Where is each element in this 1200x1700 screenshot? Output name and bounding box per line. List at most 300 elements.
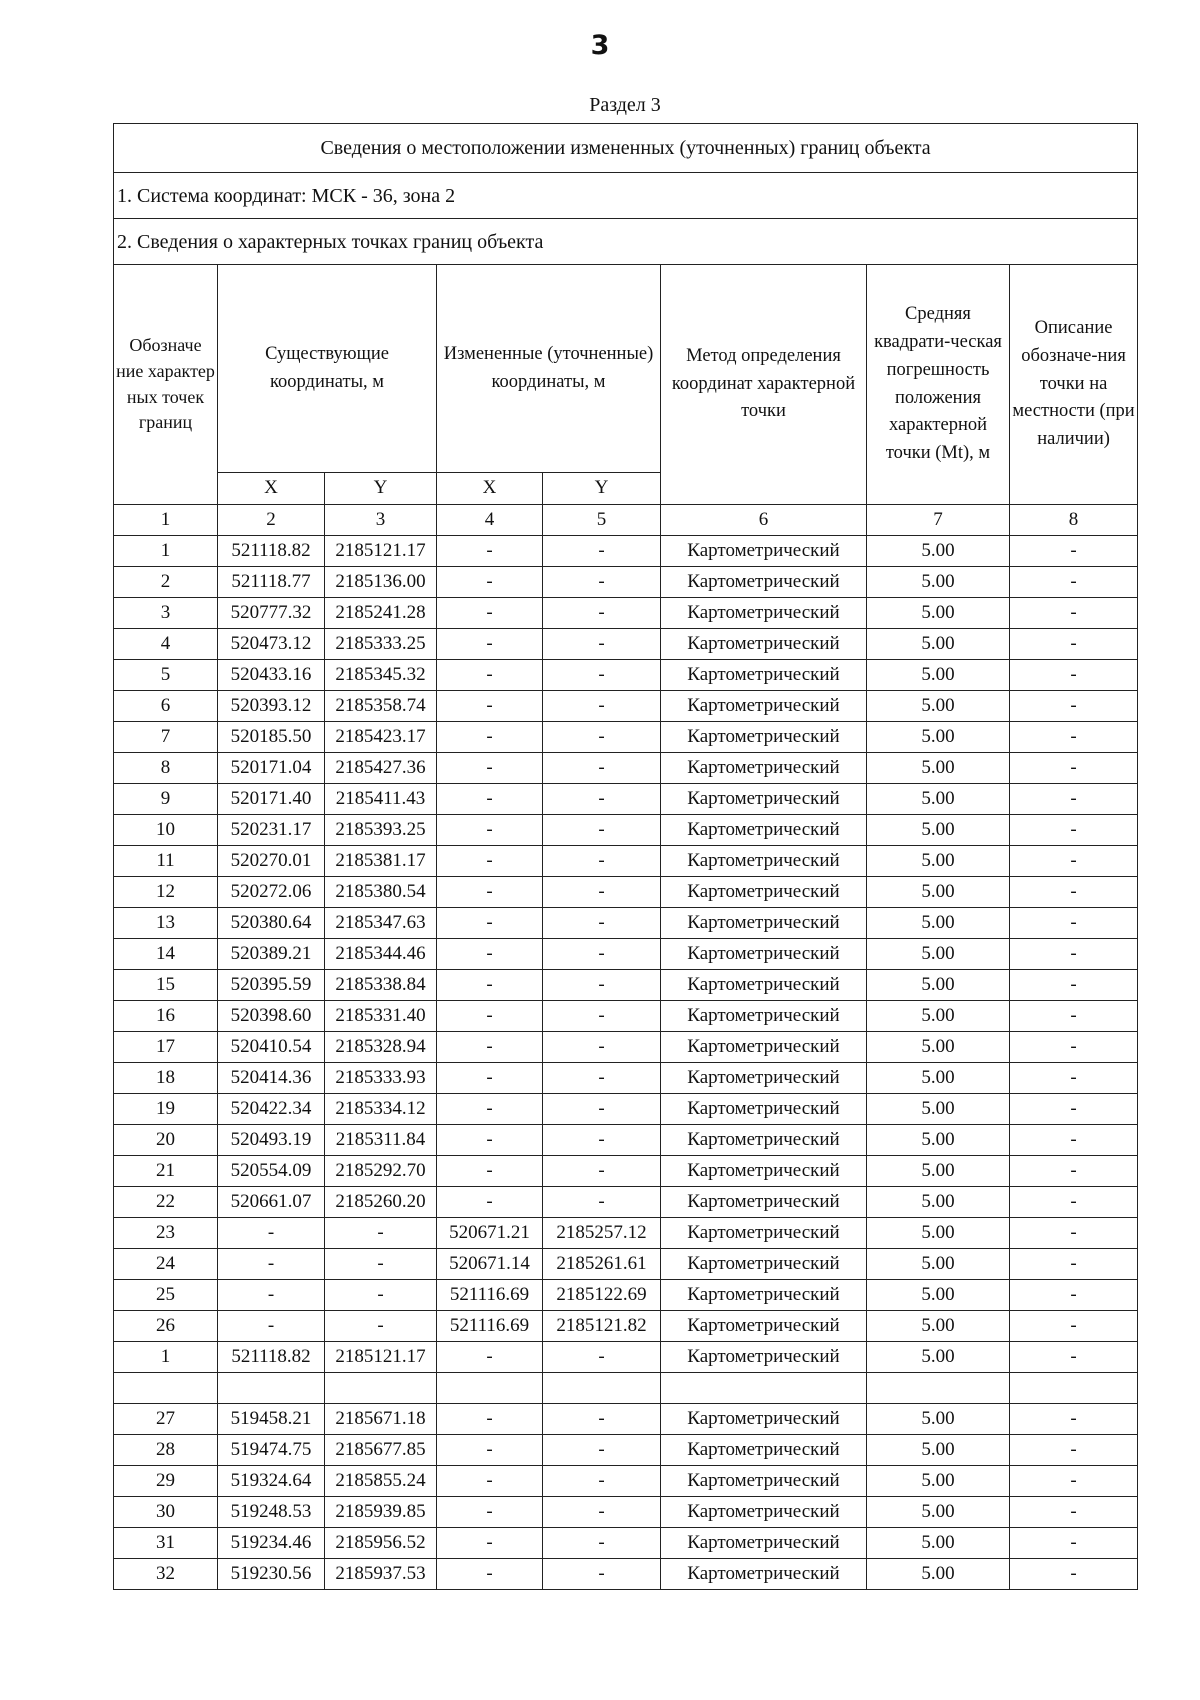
- changed-x-cell: -: [437, 1528, 543, 1559]
- error-cell: [867, 1373, 1010, 1404]
- description-cell: -: [1010, 1342, 1138, 1373]
- existing-y-cell: 2185380.54: [325, 877, 437, 908]
- method-cell: Картометрический: [661, 1249, 867, 1280]
- method-cell: Картометрический: [661, 722, 867, 753]
- existing-x-cell: 519230.56: [218, 1559, 325, 1590]
- table-row: [114, 1342, 1138, 1373]
- existing-y-cell: 2185331.40: [325, 1001, 437, 1032]
- error-cell: 5.00: [867, 1435, 1010, 1466]
- existing-y-cell: -: [325, 1249, 437, 1280]
- point-id-cell: 14: [114, 939, 218, 970]
- existing-x-cell: 520493.19: [218, 1125, 325, 1156]
- existing-x-cell: 520433.16: [218, 660, 325, 691]
- column-number: 6: [661, 505, 867, 536]
- existing-y-cell: 2185411.43: [325, 784, 437, 815]
- existing-y-cell: 2185311.84: [325, 1125, 437, 1156]
- error-cell: 5.00: [867, 1218, 1010, 1249]
- error-cell: 5.00: [867, 1528, 1010, 1559]
- method-cell: Картометрический: [661, 1528, 867, 1559]
- changed-y-cell: -: [543, 1342, 661, 1373]
- description-cell: -: [1010, 1559, 1138, 1590]
- error-cell: 5.00: [867, 1249, 1010, 1280]
- existing-x-cell: 520410.54: [218, 1032, 325, 1063]
- table-row: [114, 1466, 1138, 1497]
- method-cell: Картометрический: [661, 1094, 867, 1125]
- existing-x-cell: -: [218, 1311, 325, 1342]
- changed-x-cell: -: [437, 784, 543, 815]
- existing-y-cell: 2185671.18: [325, 1404, 437, 1435]
- table-row: [114, 536, 1138, 567]
- method-cell: Картометрический: [661, 939, 867, 970]
- method-cell: Картометрический: [661, 1311, 867, 1342]
- method-cell: Картометрический: [661, 877, 867, 908]
- existing-x-cell: 520380.64: [218, 908, 325, 939]
- changed-x-cell: -: [437, 1435, 543, 1466]
- changed-y-cell: -: [543, 691, 661, 722]
- table-row: [114, 1249, 1138, 1280]
- error-cell: 5.00: [867, 660, 1010, 691]
- changed-y-cell: -: [543, 877, 661, 908]
- column-number: 2: [218, 505, 325, 536]
- existing-y-cell: 2185292.70: [325, 1156, 437, 1187]
- point-id-cell: 4: [114, 629, 218, 660]
- description-cell: -: [1010, 753, 1138, 784]
- header-changed-coordinates: Измененные (уточненные) координаты, м: [437, 265, 661, 473]
- description-cell: -: [1010, 1156, 1138, 1187]
- error-cell: 5.00: [867, 1094, 1010, 1125]
- header-mean-square-error: Средняя квадрати-ческая погрешность положения характерной точки (Mt), м: [867, 265, 1010, 505]
- table-row: [114, 1125, 1138, 1156]
- existing-x-cell: 519474.75: [218, 1435, 325, 1466]
- point-id-cell: 16: [114, 1001, 218, 1032]
- method-cell: Картометрический: [661, 908, 867, 939]
- existing-x-cell: 520473.12: [218, 629, 325, 660]
- method-cell: Картометрический: [661, 1218, 867, 1249]
- point-id-cell: 15: [114, 970, 218, 1001]
- changed-x-cell: -: [437, 1342, 543, 1373]
- point-id-cell: 18: [114, 1063, 218, 1094]
- point-id-cell: 9: [114, 784, 218, 815]
- error-cell: 5.00: [867, 722, 1010, 753]
- existing-y-cell: 2185381.17: [325, 846, 437, 877]
- changed-y-cell: 2185261.61: [543, 1249, 661, 1280]
- point-id-cell: 5: [114, 660, 218, 691]
- existing-y-cell: 2185136.00: [325, 567, 437, 598]
- method-cell: Картометрический: [661, 1404, 867, 1435]
- point-id-cell: 1: [114, 1342, 218, 1373]
- table-row: [114, 629, 1138, 660]
- existing-y-cell: 2185855.24: [325, 1466, 437, 1497]
- changed-y-cell: -: [543, 1063, 661, 1094]
- description-cell: -: [1010, 1280, 1138, 1311]
- changed-x-cell: -: [437, 536, 543, 567]
- changed-x-cell: -: [437, 939, 543, 970]
- method-cell: Картометрический: [661, 660, 867, 691]
- table-title: Сведения о местоположении измененных (уточненных) границ объекта: [114, 124, 1138, 173]
- point-id-cell: 12: [114, 877, 218, 908]
- table-row: [114, 877, 1138, 908]
- header-changed-x: X: [437, 473, 543, 505]
- description-cell: -: [1010, 1249, 1138, 1280]
- existing-y-cell: 2185334.12: [325, 1094, 437, 1125]
- table-row: [114, 815, 1138, 846]
- description-cell: -: [1010, 629, 1138, 660]
- method-cell: Картометрический: [661, 1001, 867, 1032]
- existing-x-cell: 520231.17: [218, 815, 325, 846]
- changed-y-cell: 2185122.69: [543, 1280, 661, 1311]
- existing-x-cell: 520171.40: [218, 784, 325, 815]
- table-row: [114, 1156, 1138, 1187]
- changed-x-cell: 521116.69: [437, 1311, 543, 1342]
- existing-y-cell: 2185121.17: [325, 1342, 437, 1373]
- existing-y-cell: 2185358.74: [325, 691, 437, 722]
- existing-x-cell: -: [218, 1249, 325, 1280]
- point-id-cell: 31: [114, 1528, 218, 1559]
- table-row: [114, 939, 1138, 970]
- table-row: [114, 1311, 1138, 1342]
- point-id-cell: 28: [114, 1435, 218, 1466]
- method-cell: Картометрический: [661, 846, 867, 877]
- point-id-cell: 21: [114, 1156, 218, 1187]
- existing-y-cell: 2185937.53: [325, 1559, 437, 1590]
- changed-x-cell: -: [437, 1001, 543, 1032]
- error-cell: 5.00: [867, 1404, 1010, 1435]
- existing-y-cell: 2185677.85: [325, 1435, 437, 1466]
- table-row: [114, 1404, 1138, 1435]
- points-heading: 2. Сведения о характерных точках границ объекта: [114, 219, 1138, 265]
- changed-x-cell: -: [437, 753, 543, 784]
- changed-x-cell: 520671.21: [437, 1218, 543, 1249]
- changed-y-cell: -: [543, 1497, 661, 1528]
- point-id-cell: 3: [114, 598, 218, 629]
- existing-y-cell: 2185427.36: [325, 753, 437, 784]
- changed-y-cell: -: [543, 753, 661, 784]
- point-id-cell: 29: [114, 1466, 218, 1497]
- point-id-cell: 1: [114, 536, 218, 567]
- changed-x-cell: -: [437, 846, 543, 877]
- table-row: [114, 1435, 1138, 1466]
- error-cell: 5.00: [867, 691, 1010, 722]
- changed-x-cell: -: [437, 691, 543, 722]
- point-id-cell: 20: [114, 1125, 218, 1156]
- existing-x-cell: 520393.12: [218, 691, 325, 722]
- method-cell: Картометрический: [661, 1435, 867, 1466]
- changed-y-cell: -: [543, 1032, 661, 1063]
- changed-x-cell: 521116.69: [437, 1280, 543, 1311]
- existing-y-cell: 2185333.93: [325, 1063, 437, 1094]
- changed-x-cell: -: [437, 1125, 543, 1156]
- table-row: [114, 784, 1138, 815]
- error-cell: 5.00: [867, 1280, 1010, 1311]
- changed-x-cell: -: [437, 1187, 543, 1218]
- existing-x-cell: 520398.60: [218, 1001, 325, 1032]
- existing-y-cell: [325, 1373, 437, 1404]
- description-cell: -: [1010, 691, 1138, 722]
- method-cell: Картометрический: [661, 1125, 867, 1156]
- changed-y-cell: -: [543, 1466, 661, 1497]
- point-id-cell: 17: [114, 1032, 218, 1063]
- description-cell: -: [1010, 722, 1138, 753]
- point-id-cell: [114, 1373, 218, 1404]
- error-cell: 5.00: [867, 1559, 1010, 1590]
- table-row: [114, 753, 1138, 784]
- existing-x-cell: 521118.82: [218, 1342, 325, 1373]
- existing-y-cell: 2185956.52: [325, 1528, 437, 1559]
- changed-x-cell: 520671.14: [437, 1249, 543, 1280]
- description-cell: -: [1010, 536, 1138, 567]
- header-designation: Обозначе ние характер ных точек границ: [114, 265, 218, 505]
- point-id-cell: 7: [114, 722, 218, 753]
- error-cell: 5.00: [867, 846, 1010, 877]
- existing-y-cell: 2185347.63: [325, 908, 437, 939]
- existing-y-cell: -: [325, 1311, 437, 1342]
- changed-x-cell: -: [437, 1063, 543, 1094]
- table-row: [114, 567, 1138, 598]
- description-cell: -: [1010, 877, 1138, 908]
- existing-x-cell: 519458.21: [218, 1404, 325, 1435]
- error-cell: 5.00: [867, 1032, 1010, 1063]
- existing-x-cell: -: [218, 1280, 325, 1311]
- existing-x-cell: 520270.01: [218, 846, 325, 877]
- changed-y-cell: -: [543, 908, 661, 939]
- changed-y-cell: -: [543, 567, 661, 598]
- table-row: [114, 660, 1138, 691]
- method-cell: Картометрический: [661, 598, 867, 629]
- table-row-blank: [114, 1373, 1138, 1404]
- point-id-cell: 8: [114, 753, 218, 784]
- changed-y-cell: 2185257.12: [543, 1218, 661, 1249]
- column-number: 7: [867, 505, 1010, 536]
- changed-x-cell: -: [437, 567, 543, 598]
- existing-y-cell: 2185338.84: [325, 970, 437, 1001]
- point-id-cell: 25: [114, 1280, 218, 1311]
- table-row: [114, 1528, 1138, 1559]
- header-existing-y: Y: [325, 473, 437, 505]
- description-cell: -: [1010, 1125, 1138, 1156]
- method-cell: Картометрический: [661, 1497, 867, 1528]
- point-id-cell: 11: [114, 846, 218, 877]
- method-cell: Картометрический: [661, 970, 867, 1001]
- description-cell: -: [1010, 1466, 1138, 1497]
- existing-y-cell: 2185344.46: [325, 939, 437, 970]
- method-cell: Картометрический: [661, 691, 867, 722]
- header-changed-y: Y: [543, 473, 661, 505]
- column-number: 8: [1010, 505, 1138, 536]
- method-cell: Картометрический: [661, 1559, 867, 1590]
- point-id-cell: 27: [114, 1404, 218, 1435]
- method-cell: Картометрический: [661, 1466, 867, 1497]
- column-number: 1: [114, 505, 218, 536]
- changed-x-cell: -: [437, 629, 543, 660]
- description-cell: -: [1010, 1528, 1138, 1559]
- changed-x-cell: -: [437, 1466, 543, 1497]
- boundary-points-table: [113, 123, 1138, 1590]
- changed-y-cell: -: [543, 598, 661, 629]
- method-cell: Картометрический: [661, 567, 867, 598]
- column-number: 3: [325, 505, 437, 536]
- point-id-cell: 13: [114, 908, 218, 939]
- changed-y-cell: -: [543, 1559, 661, 1590]
- method-cell: Картометрический: [661, 1280, 867, 1311]
- existing-x-cell: 520777.32: [218, 598, 325, 629]
- existing-x-cell: 520554.09: [218, 1156, 325, 1187]
- existing-x-cell: 521118.77: [218, 567, 325, 598]
- table-row: [114, 1497, 1138, 1528]
- method-cell: Картометрический: [661, 629, 867, 660]
- changed-x-cell: -: [437, 1094, 543, 1125]
- existing-x-cell: 521118.82: [218, 536, 325, 567]
- existing-x-cell: 519248.53: [218, 1497, 325, 1528]
- description-cell: -: [1010, 815, 1138, 846]
- error-cell: 5.00: [867, 753, 1010, 784]
- column-number: 5: [543, 505, 661, 536]
- existing-y-cell: 2185393.25: [325, 815, 437, 846]
- existing-y-cell: 2185241.28: [325, 598, 437, 629]
- existing-x-cell: 520185.50: [218, 722, 325, 753]
- table-row: [114, 908, 1138, 939]
- error-cell: 5.00: [867, 1497, 1010, 1528]
- existing-x-cell: 520171.04: [218, 753, 325, 784]
- changed-y-cell: -: [543, 1528, 661, 1559]
- error-cell: 5.00: [867, 567, 1010, 598]
- error-cell: 5.00: [867, 1001, 1010, 1032]
- changed-x-cell: -: [437, 1032, 543, 1063]
- existing-x-cell: 520414.36: [218, 1063, 325, 1094]
- table-row: [114, 1280, 1138, 1311]
- error-cell: 5.00: [867, 1063, 1010, 1094]
- existing-y-cell: 2185939.85: [325, 1497, 437, 1528]
- changed-y-cell: -: [543, 939, 661, 970]
- existing-y-cell: 2185333.25: [325, 629, 437, 660]
- changed-y-cell: -: [543, 660, 661, 691]
- changed-y-cell: -: [543, 1001, 661, 1032]
- existing-x-cell: 520661.07: [218, 1187, 325, 1218]
- description-cell: -: [1010, 1063, 1138, 1094]
- description-cell: -: [1010, 1187, 1138, 1218]
- method-cell: Картометрический: [661, 784, 867, 815]
- changed-x-cell: -: [437, 1497, 543, 1528]
- point-id-cell: 30: [114, 1497, 218, 1528]
- existing-y-cell: 2185345.32: [325, 660, 437, 691]
- changed-y-cell: -: [543, 970, 661, 1001]
- point-id-cell: 24: [114, 1249, 218, 1280]
- method-cell: Картометрический: [661, 815, 867, 846]
- changed-x-cell: -: [437, 877, 543, 908]
- header-existing-x: X: [218, 473, 325, 505]
- changed-x-cell: -: [437, 1404, 543, 1435]
- changed-x-cell: -: [437, 815, 543, 846]
- error-cell: 5.00: [867, 1187, 1010, 1218]
- error-cell: 5.00: [867, 784, 1010, 815]
- table-row: [114, 846, 1138, 877]
- table-row: [114, 1094, 1138, 1125]
- error-cell: 5.00: [867, 815, 1010, 846]
- changed-x-cell: -: [437, 660, 543, 691]
- table-row: [114, 1001, 1138, 1032]
- header-method: Метод определения координат характерной точки: [661, 265, 867, 505]
- description-cell: -: [1010, 1218, 1138, 1249]
- description-cell: -: [1010, 660, 1138, 691]
- description-cell: -: [1010, 1311, 1138, 1342]
- point-id-cell: 22: [114, 1187, 218, 1218]
- changed-x-cell: -: [437, 1156, 543, 1187]
- description-cell: [1010, 1373, 1138, 1404]
- changed-y-cell: 2185121.82: [543, 1311, 661, 1342]
- changed-y-cell: -: [543, 1187, 661, 1218]
- table-row: [114, 691, 1138, 722]
- description-cell: -: [1010, 1094, 1138, 1125]
- table-row: [114, 1559, 1138, 1590]
- description-cell: -: [1010, 939, 1138, 970]
- changed-x-cell: -: [437, 722, 543, 753]
- error-cell: 5.00: [867, 908, 1010, 939]
- existing-x-cell: 519234.46: [218, 1528, 325, 1559]
- point-id-cell: 23: [114, 1218, 218, 1249]
- changed-y-cell: -: [543, 629, 661, 660]
- existing-x-cell: 520422.34: [218, 1094, 325, 1125]
- existing-y-cell: 2185423.17: [325, 722, 437, 753]
- method-cell: Картометрический: [661, 1032, 867, 1063]
- description-cell: -: [1010, 1032, 1138, 1063]
- error-cell: 5.00: [867, 536, 1010, 567]
- changed-x-cell: -: [437, 1559, 543, 1590]
- method-cell: Картометрический: [661, 536, 867, 567]
- section-label: Раздел 3: [589, 94, 661, 116]
- table-row: [114, 1187, 1138, 1218]
- column-number: 4: [437, 505, 543, 536]
- point-id-cell: 2: [114, 567, 218, 598]
- column-number-row: [114, 505, 1138, 536]
- method-cell: Картометрический: [661, 753, 867, 784]
- table-row: [114, 598, 1138, 629]
- description-cell: -: [1010, 1001, 1138, 1032]
- changed-y-cell: -: [543, 846, 661, 877]
- error-cell: 5.00: [867, 970, 1010, 1001]
- table-row: [114, 1032, 1138, 1063]
- changed-x-cell: -: [437, 598, 543, 629]
- existing-x-cell: [218, 1373, 325, 1404]
- changed-x-cell: -: [437, 908, 543, 939]
- existing-x-cell: 520395.59: [218, 970, 325, 1001]
- table-row: [114, 970, 1138, 1001]
- description-cell: -: [1010, 1435, 1138, 1466]
- error-cell: 5.00: [867, 877, 1010, 908]
- description-cell: -: [1010, 970, 1138, 1001]
- coordinate-system: 1. Система координат: МСК - 36, зона 2: [114, 173, 1138, 219]
- existing-y-cell: 2185121.17: [325, 536, 437, 567]
- existing-x-cell: 520389.21: [218, 939, 325, 970]
- changed-y-cell: -: [543, 1094, 661, 1125]
- method-cell: Картометрический: [661, 1187, 867, 1218]
- error-cell: 5.00: [867, 629, 1010, 660]
- method-cell: Картометрический: [661, 1156, 867, 1187]
- existing-y-cell: 2185260.20: [325, 1187, 437, 1218]
- existing-y-cell: -: [325, 1218, 437, 1249]
- table-row: [114, 1218, 1138, 1249]
- existing-x-cell: 519324.64: [218, 1466, 325, 1497]
- point-id-cell: 10: [114, 815, 218, 846]
- changed-y-cell: -: [543, 815, 661, 846]
- error-cell: 5.00: [867, 1466, 1010, 1497]
- changed-y-cell: -: [543, 722, 661, 753]
- description-cell: -: [1010, 846, 1138, 877]
- existing-x-cell: 520272.06: [218, 877, 325, 908]
- table-row: [114, 722, 1138, 753]
- table-row: [114, 1063, 1138, 1094]
- description-cell: -: [1010, 784, 1138, 815]
- description-cell: -: [1010, 908, 1138, 939]
- error-cell: 5.00: [867, 939, 1010, 970]
